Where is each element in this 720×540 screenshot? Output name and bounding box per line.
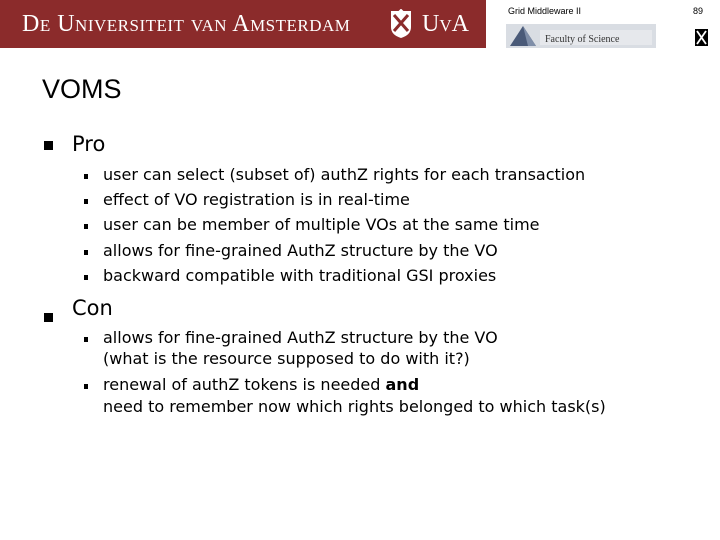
list-item-text: backward compatible with traditional GSI proxies — [103, 266, 497, 285]
square-bullet-icon — [44, 313, 53, 322]
university-name: De Universiteit van Amsterdam — [22, 11, 351, 37]
slide-title: VOMS — [42, 74, 122, 104]
list-item-text: user can select (subset of) authZ rights for each transaction — [103, 165, 586, 184]
list-item-text: allows for fine-grained AuthZ structure by the VO — [103, 241, 498, 260]
list-item-text: user can be member of multiple VOs at the same time — [103, 215, 540, 234]
con-heading: Con — [72, 296, 113, 320]
bullet-icon — [84, 384, 88, 389]
small-crest-icon — [695, 29, 708, 46]
list-item-text-part: renewal of authZ tokens is needed — [103, 375, 386, 394]
emphasis-text: and — [385, 375, 420, 394]
bullet-icon — [84, 250, 88, 255]
list-item-text-continued: (what is the resource supposed to do with it?) — [103, 349, 470, 368]
list-item-text-continued: need to remember now which rights belonged to which task(s) — [103, 397, 606, 416]
pro-heading: Pro — [72, 132, 106, 156]
page-number: 89 — [693, 6, 704, 16]
course-title: Grid Middleware II — [508, 6, 582, 16]
university-abbreviation: UvA — [422, 11, 469, 37]
university-banner — [0, 0, 486, 48]
faculty-name: Faculty of Science — [545, 34, 620, 45]
square-bullet-icon — [44, 141, 53, 150]
bullet-icon — [84, 337, 88, 342]
list-item-text — [103, 374, 419, 396]
uva-crest-icon — [389, 9, 413, 39]
bullet-icon — [84, 275, 88, 280]
list-item-text: allows for fine-grained AuthZ structure by the VO — [103, 328, 498, 347]
list-item-text: effect of VO registration is in real-time — [103, 190, 410, 209]
bullet-icon — [84, 199, 88, 204]
bullet-icon — [84, 224, 88, 229]
bullet-icon — [84, 174, 88, 179]
